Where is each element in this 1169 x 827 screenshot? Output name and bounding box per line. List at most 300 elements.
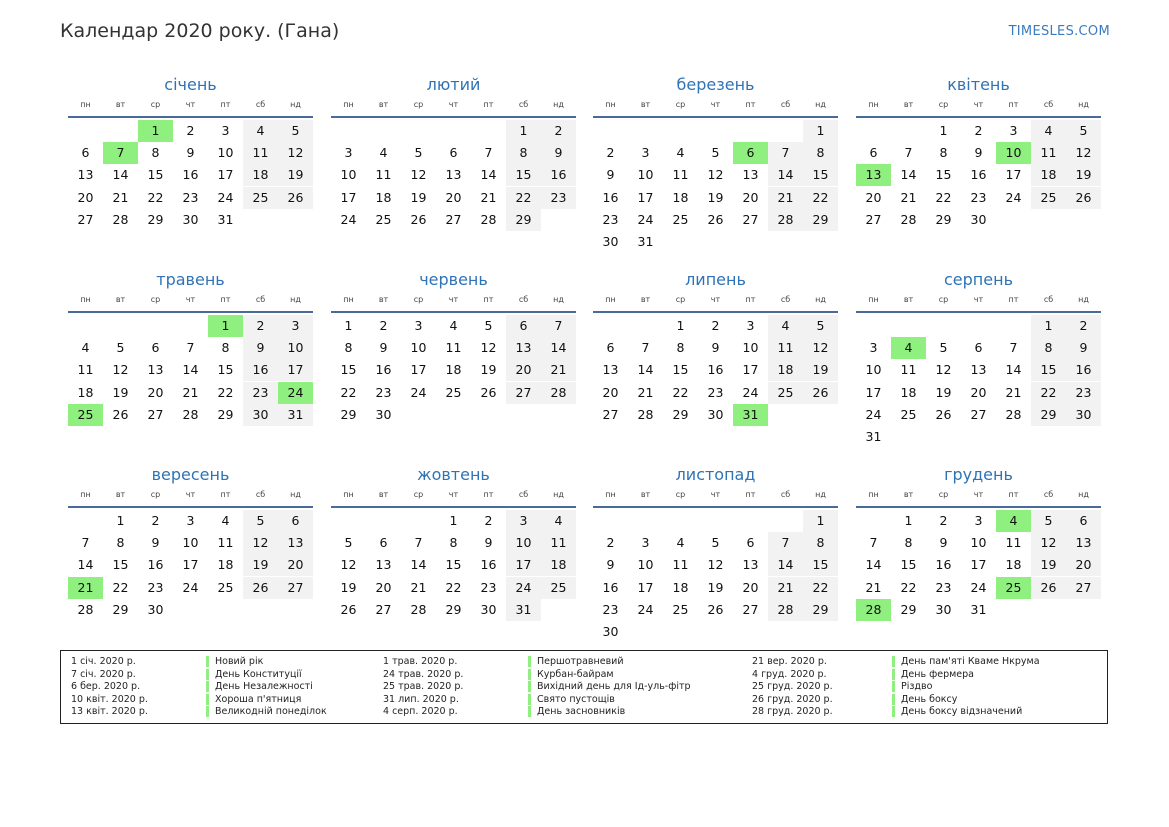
day-cell: 5 [484,318,493,333]
weekday-label: пт [220,490,231,499]
day-cell: 26 [243,577,278,599]
day-cell: 3 [344,145,353,161]
day-cell: 7 [904,145,913,161]
weekday-label: нд [290,100,301,109]
day-cell: 7 [768,532,803,554]
day-cell: 21 [865,579,882,595]
day-cell: 9 [151,535,160,551]
day-cell: 27 [742,211,759,227]
legend-holiday-name: Курбан-байрам [528,669,614,680]
day-cell: 28 [1005,406,1022,422]
holiday-cell: 7 [103,142,138,164]
day-cell: 4 [221,513,230,528]
day-cell: 3 [746,318,755,333]
day-cell: 12 [480,340,497,356]
month-name: вересень [151,465,230,484]
legend-date: 7 січ. 2020 р. [71,668,136,680]
day-cell: 3 [1009,123,1018,138]
day-cell: 12 [707,557,724,573]
legend-date: 25 груд. 2020 р. [752,681,833,692]
month-name: січень [164,75,217,94]
legend-date: 6 бер. 2020 р. [71,681,141,692]
day-cell: 25 [541,577,576,599]
weekday-label: ср [675,295,686,304]
day-cell: 16 [243,359,278,381]
day-cell: 13 [742,167,759,183]
day-cell: 22 [445,579,462,595]
day-cell: 16 [182,167,199,183]
day-cell: 6 [278,510,313,532]
day-cell: 14 [768,164,803,186]
day-cell: 11 [672,167,689,183]
day-cell: 28 [182,406,199,422]
day-cell: 20 [77,189,94,205]
day-cell: 3 [974,513,983,528]
day-cell: 8 [151,145,160,161]
day-cell: 2 [484,513,493,528]
holiday-cell: 13 [856,164,891,186]
day-cell: 20 [602,384,619,400]
day-cell: 14 [768,554,803,576]
weekday-label: пн [605,490,616,499]
day-cell: 4 [81,340,90,356]
day-cell: 8 [904,535,913,551]
day-cell: 2 [243,315,278,337]
day-cell: 14 [182,362,199,378]
day-cell: 24 [637,211,654,227]
weekday-label: чт [710,295,721,304]
day-cell: 9 [1066,337,1101,359]
day-cell: 22 [672,384,689,400]
weekday-label: ср [938,295,949,304]
weekday-label: пн [605,295,616,304]
day-cell: 18 [445,362,462,378]
weekday-label: пт [1008,100,1019,109]
page-title: Календар 2020 року. (Гана) [60,20,340,42]
day-cell: 12 [707,167,724,183]
holiday-cell: 4 [996,510,1031,532]
day-cell: 29 [340,406,357,422]
day-cell: 21 [480,189,497,205]
day-cell: 2 [711,318,720,333]
day-cell: 1 [803,510,838,532]
day-cell: 27 [278,577,313,599]
day-cell: 9 [939,535,948,551]
day-cell: 21 [637,384,654,400]
day-cell: 23 [602,601,619,617]
day-cell: 11 [217,535,234,551]
day-cell: 10 [865,362,882,378]
day-cell: 3 [414,318,423,333]
day-cell: 6 [379,535,388,551]
legend-date: 25 трав. 2020 р. [383,681,464,692]
day-cell: 18 [541,554,576,576]
day-cell: 9 [974,145,983,161]
day-cell: 16 [970,167,987,183]
day-cell: 19 [707,189,724,205]
weekday-label: пн [343,490,354,499]
day-cell: 25 [672,601,689,617]
day-cell: 30 [935,601,952,617]
day-cell: 16 [375,362,392,378]
weekday-label: пн [343,295,354,304]
day-cell: 19 [410,189,427,205]
day-cell: 18 [672,189,689,205]
day-cell: 29 [803,209,838,231]
day-cell: 30 [243,404,278,426]
day-cell: 3 [278,315,313,337]
day-cell: 6 [81,145,90,161]
month-name: червень [419,270,488,289]
day-cell: 23 [480,579,497,595]
day-cell: 10 [217,145,234,161]
day-cell: 3 [186,513,195,528]
day-cell: 4 [1031,120,1066,142]
day-cell: 26 [707,211,724,227]
day-cell: 14 [480,167,497,183]
day-cell: 23 [1066,382,1101,404]
month-name: листопад [675,465,756,484]
weekday-label: чт [710,100,721,109]
weekday-label: сб [518,295,529,304]
day-cell: 19 [707,579,724,595]
day-cell: 30 [1066,404,1101,426]
month-divider [331,506,576,508]
day-cell: 29 [803,599,838,621]
month-divider [593,116,838,118]
day-cell: 14 [112,167,129,183]
holiday-cell: 28 [856,599,891,621]
weekday-label: пт [220,295,231,304]
day-cell: 21 [541,359,576,381]
day-cell: 9 [541,142,576,164]
month-name: грудень [944,465,1013,484]
weekday-label: ср [150,295,161,304]
day-cell: 19 [1031,554,1066,576]
day-cell: 1 [116,513,125,528]
day-cell: 20 [970,384,987,400]
day-cell: 17 [865,384,882,400]
weekday-label: сб [1043,295,1054,304]
day-cell: 22 [935,189,952,205]
weekday-label: сб [1043,490,1054,499]
day-cell: 7 [768,142,803,164]
day-cell: 10 [340,167,357,183]
weekday-label: пт [1008,490,1019,499]
day-cell: 26 [1066,187,1101,209]
day-cell: 27 [970,406,987,422]
day-cell: 5 [243,510,278,532]
day-cell: 19 [243,554,278,576]
day-cell: 12 [410,167,427,183]
day-cell: 24 [742,384,759,400]
weekday-label: вт [640,490,651,499]
day-cell: 24 [506,577,541,599]
legend-holiday-name: Свято пустощів [528,694,615,705]
day-cell: 17 [506,554,541,576]
weekday-label: чт [973,490,984,499]
day-cell: 4 [243,120,278,142]
day-cell: 5 [1031,510,1066,532]
legend-date: 1 трав. 2020 р. [383,656,458,667]
weekday-label: вт [115,295,126,304]
day-cell: 20 [1066,554,1101,576]
day-cell: 16 [147,557,164,573]
day-cell: 8 [1031,337,1066,359]
day-cell: 6 [1066,510,1101,532]
day-cell: 4 [768,315,803,337]
month-divider [856,311,1101,313]
day-cell: 13 [278,532,313,554]
day-cell: 25 [375,211,392,227]
legend-holiday-name: День боксу відзначений [892,706,1022,717]
day-cell: 5 [344,535,353,551]
day-cell: 7 [414,535,423,551]
day-cell: 23 [243,382,278,404]
day-cell: 1 [803,120,838,142]
legend-holiday-name: Хороша п'ятниця [206,694,301,705]
day-cell: 18 [217,557,234,573]
day-cell: 25 [1031,187,1066,209]
day-cell: 15 [112,557,129,573]
day-cell: 31 [217,211,234,227]
day-cell: 13 [742,557,759,573]
day-cell: 28 [768,209,803,231]
day-cell: 12 [803,337,838,359]
day-cell: 14 [637,362,654,378]
holiday-cell: 1 [208,315,243,337]
day-cell: 22 [803,187,838,209]
day-cell: 23 [935,579,952,595]
day-cell: 31 [970,601,987,617]
day-cell: 2 [379,318,388,333]
day-cell: 13 [506,337,541,359]
weekday-label: нд [1078,295,1089,304]
weekday-label: вт [378,490,389,499]
holiday-cell: 6 [733,142,768,164]
day-cell: 17 [970,557,987,573]
day-cell: 14 [77,557,94,573]
day-cell: 25 [217,579,234,595]
weekday-label: вт [640,100,651,109]
day-cell: 10 [970,535,987,551]
legend-date: 10 квіт. 2020 р. [71,693,148,705]
weekday-label: пт [745,100,756,109]
day-cell: 4 [379,145,388,161]
weekday-label: пт [483,295,494,304]
weekday-label: сб [255,490,266,499]
brand-link[interactable]: TIMESLES.COM [1008,24,1110,39]
month-name: жовтень [417,465,490,484]
legend-date: 4 груд. 2020 р. [752,668,827,680]
day-cell: 5 [278,120,313,142]
weekday-label: сб [780,100,791,109]
day-cell: 17 [217,167,234,183]
weekday-label: нд [290,295,301,304]
day-cell: 3 [641,145,650,161]
day-cell: 12 [278,142,313,164]
month-divider [593,311,838,313]
day-cell: 24 [182,579,199,595]
day-cell: 23 [541,187,576,209]
weekday-label: пн [868,100,879,109]
day-cell: 2 [1066,315,1101,337]
weekday-label: чт [185,100,196,109]
day-cell: 28 [410,601,427,617]
day-cell: 22 [147,189,164,205]
day-cell: 24 [970,579,987,595]
day-cell: 9 [243,337,278,359]
day-cell: 19 [480,362,497,378]
day-cell: 11 [445,340,462,356]
day-cell: 8 [803,142,838,164]
month-name: серпень [944,270,1013,289]
day-cell: 8 [676,340,685,356]
day-cell: 10 [637,557,654,573]
day-cell: 7 [81,535,90,551]
day-cell: 9 [484,535,493,551]
weekday-label: нд [1078,490,1089,499]
weekday-label: вт [378,100,389,109]
weekday-label: пт [483,490,494,499]
weekday-label: вт [903,295,914,304]
day-cell: 14 [410,557,427,573]
day-cell: 16 [707,362,724,378]
day-cell: 9 [606,167,615,183]
day-cell: 17 [637,189,654,205]
day-cell: 19 [935,384,952,400]
day-cell: 8 [449,535,458,551]
weekday-label: пт [745,490,756,499]
day-cell: 20 [742,189,759,205]
day-cell: 28 [480,211,497,227]
day-cell: 30 [375,406,392,422]
day-cell: 30 [970,211,987,227]
day-cell: 30 [602,624,619,639]
day-cell: 21 [1005,384,1022,400]
day-cell: 21 [900,189,917,205]
day-cell: 12 [112,362,129,378]
day-cell: 2 [606,145,615,161]
weekday-label: чт [185,490,196,499]
day-cell: 28 [900,211,917,227]
month-divider [331,311,576,313]
day-cell: 13 [445,167,462,183]
day-cell: 23 [182,189,199,205]
day-cell: 10 [742,340,759,356]
weekday-label: ср [413,295,424,304]
legend-holiday-name: День пам'яті Кваме Нкрума [892,656,1040,667]
day-cell: 1 [1031,315,1066,337]
day-cell: 24 [1005,189,1022,205]
day-cell: 22 [1031,382,1066,404]
day-cell: 1 [939,123,948,138]
day-cell: 18 [900,384,917,400]
day-cell: 19 [112,384,129,400]
weekday-label: чт [448,490,459,499]
day-cell: 17 [637,579,654,595]
day-cell: 11 [375,167,392,183]
day-cell: 16 [602,579,619,595]
day-cell: 2 [186,123,195,138]
day-cell: 27 [77,211,94,227]
day-cell: 24 [340,211,357,227]
month-name: травень [156,270,225,289]
day-cell: 1 [676,318,685,333]
day-cell: 23 [602,211,619,227]
day-cell: 1 [506,120,541,142]
day-cell: 26 [935,406,952,422]
day-cell: 16 [935,557,952,573]
weekday-label: нд [553,295,564,304]
day-cell: 20 [375,579,392,595]
day-cell: 20 [147,384,164,400]
day-cell: 12 [935,362,952,378]
weekday-label: сб [1043,100,1054,109]
legend-date: 13 квіт. 2020 р. [71,706,148,717]
day-cell: 11 [900,362,917,378]
day-cell: 24 [410,384,427,400]
day-cell: 22 [340,384,357,400]
day-cell: 29 [935,211,952,227]
day-cell: 7 [541,315,576,337]
month-divider [68,116,313,118]
day-cell: 7 [484,145,493,161]
day-cell: 4 [541,510,576,532]
day-cell: 9 [379,340,388,356]
holiday-cell: 24 [278,382,313,404]
day-cell: 11 [1005,535,1022,551]
weekday-label: нд [815,295,826,304]
day-cell: 2 [939,513,948,528]
weekday-label: ср [413,490,424,499]
day-cell: 18 [375,189,392,205]
day-cell: 4 [449,318,458,333]
legend-date: 31 лип. 2020 р. [383,693,459,705]
day-cell: 20 [506,359,541,381]
day-cell: 5 [711,535,720,551]
day-cell: 10 [182,535,199,551]
month-divider [331,116,576,118]
day-cell: 19 [803,359,838,381]
weekday-label: сб [780,295,791,304]
weekday-label: сб [255,295,266,304]
day-cell: 23 [375,384,392,400]
day-cell: 16 [480,557,497,573]
day-cell: 21 [410,579,427,595]
day-cell: 22 [112,579,129,595]
day-cell: 26 [480,384,497,400]
day-cell: 11 [768,337,803,359]
day-cell: 28 [768,599,803,621]
day-cell: 29 [445,601,462,617]
weekday-label: сб [255,100,266,109]
holiday-cell: 4 [891,337,926,359]
day-cell: 26 [803,382,838,404]
day-cell: 17 [410,362,427,378]
day-cell: 13 [375,557,392,573]
month-name: липень [685,270,746,289]
day-cell: 22 [803,577,838,599]
weekday-label: нд [553,100,564,109]
day-cell: 24 [637,601,654,617]
legend-holiday-name: Великодній понеділок [206,706,327,717]
day-cell: 15 [506,164,541,186]
day-cell: 25 [672,211,689,227]
day-cell: 7 [641,340,650,356]
weekday-label: пт [745,295,756,304]
month-divider [68,311,313,313]
